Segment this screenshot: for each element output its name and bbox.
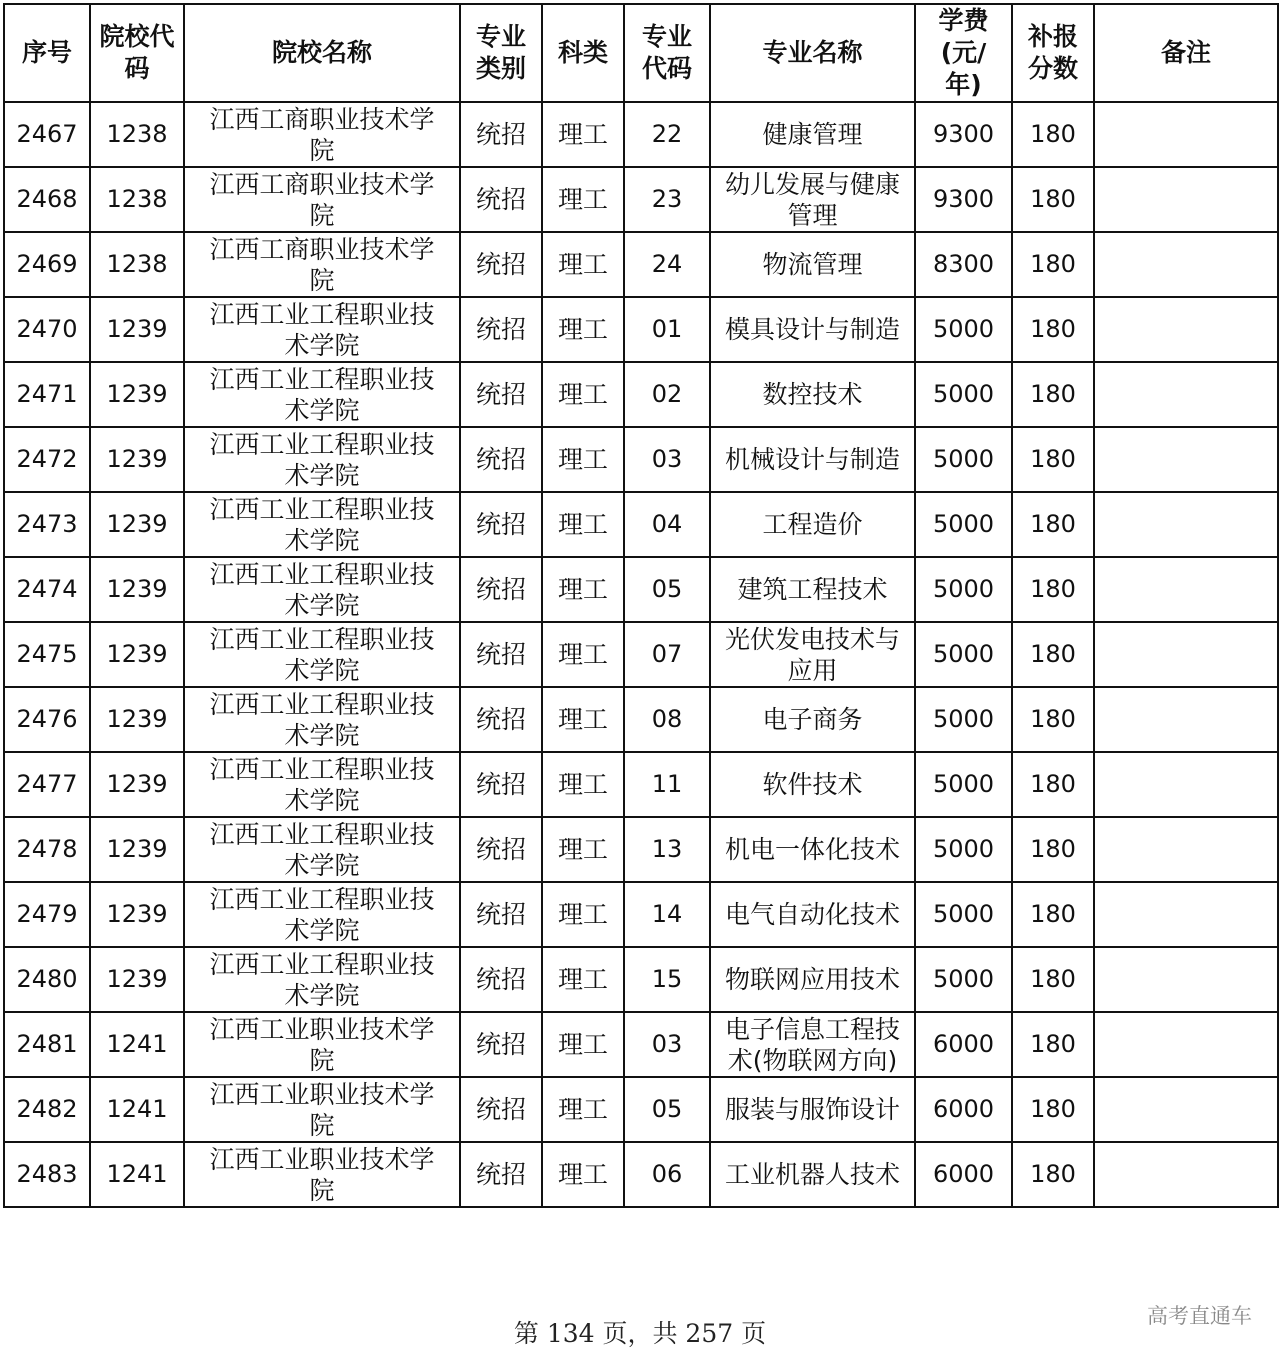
seq-cell: 2472 <box>4 427 90 492</box>
major-name-cell: 机电一体化技术 <box>710 817 915 882</box>
header-major-name: 专业名称 <box>710 4 915 102</box>
remarks-cell <box>1094 427 1278 492</box>
score-cell: 180 <box>1012 1077 1094 1142</box>
subject-cell: 理工 <box>542 362 624 427</box>
major-code-cell: 02 <box>624 362 710 427</box>
score-cell: 180 <box>1012 362 1094 427</box>
major-type-cell: 统招 <box>460 102 542 167</box>
remarks-cell <box>1094 102 1278 167</box>
table-row <box>4 297 1278 362</box>
remarks-cell <box>1094 1142 1278 1207</box>
tuition-cell: 5000 <box>915 752 1012 817</box>
school-code-cell: 1239 <box>90 947 184 1012</box>
school-name-cell: 江西工业工程职业技 术学院 <box>184 882 460 947</box>
tuition-cell: 5000 <box>915 622 1012 687</box>
school-code-cell: 1239 <box>90 882 184 947</box>
tuition-cell: 6000 <box>915 1142 1012 1207</box>
major-name-cell: 电气自动化技术 <box>710 882 915 947</box>
score-cell: 180 <box>1012 622 1094 687</box>
tuition-cell: 5000 <box>915 492 1012 557</box>
major-code-cell: 24 <box>624 232 710 297</box>
score-cell: 180 <box>1012 817 1094 882</box>
table-row <box>4 427 1278 492</box>
school-name-cell: 江西工业工程职业技 术学院 <box>184 947 460 1012</box>
header-school-name: 院校名称 <box>184 4 460 102</box>
major-name-cell: 数控技术 <box>710 362 915 427</box>
major-type-cell: 统招 <box>460 687 542 752</box>
major-name-cell: 物联网应用技术 <box>710 947 915 1012</box>
score-cell: 180 <box>1012 492 1094 557</box>
school-code-cell: 1239 <box>90 362 184 427</box>
table-row <box>4 492 1278 557</box>
school-name-cell: 江西工业工程职业技 术学院 <box>184 752 460 817</box>
table-row <box>4 167 1278 232</box>
school-name-cell: 江西工业职业技术学 院 <box>184 1077 460 1142</box>
major-name-cell: 电子信息工程技 术(物联网方向) <box>710 1012 915 1077</box>
remarks-cell <box>1094 882 1278 947</box>
major-code-cell: 08 <box>624 687 710 752</box>
school-code-cell: 1239 <box>90 297 184 362</box>
tuition-cell: 6000 <box>915 1012 1012 1077</box>
seq-cell: 2478 <box>4 817 90 882</box>
seq-cell: 2475 <box>4 622 90 687</box>
seq-cell: 2473 <box>4 492 90 557</box>
subject-cell: 理工 <box>542 1077 624 1142</box>
header-row <box>4 4 1278 102</box>
admissions-table <box>3 3 1279 1208</box>
subject-cell: 理工 <box>542 687 624 752</box>
major-type-cell: 统招 <box>460 752 542 817</box>
major-code-cell: 03 <box>624 427 710 492</box>
major-type-cell: 统招 <box>460 557 542 622</box>
remarks-cell <box>1094 297 1278 362</box>
table-row <box>4 232 1278 297</box>
tuition-cell: 5000 <box>915 947 1012 1012</box>
table-row <box>4 1142 1278 1207</box>
score-cell: 180 <box>1012 947 1094 1012</box>
header-major-code: 专业 代码 <box>624 4 710 102</box>
seq-cell: 2474 <box>4 557 90 622</box>
major-type-cell: 统招 <box>460 882 542 947</box>
subject-cell: 理工 <box>542 882 624 947</box>
school-code-cell: 1241 <box>90 1077 184 1142</box>
major-type-cell: 统招 <box>460 947 542 1012</box>
major-code-cell: 13 <box>624 817 710 882</box>
table-row <box>4 882 1278 947</box>
seq-cell: 2481 <box>4 1012 90 1077</box>
remarks-cell <box>1094 687 1278 752</box>
table-row <box>4 362 1278 427</box>
major-name-cell: 服装与服饰设计 <box>710 1077 915 1142</box>
seq-cell: 2470 <box>4 297 90 362</box>
seq-cell: 2483 <box>4 1142 90 1207</box>
header-tuition: 学费 (元/ 年) <box>915 4 1012 102</box>
tuition-cell: 5000 <box>915 362 1012 427</box>
header-seq: 序号 <box>4 4 90 102</box>
major-code-cell: 23 <box>624 167 710 232</box>
remarks-cell <box>1094 752 1278 817</box>
major-type-cell: 统招 <box>460 817 542 882</box>
school-code-cell: 1239 <box>90 817 184 882</box>
school-code-cell: 1241 <box>90 1012 184 1077</box>
major-name-cell: 健康管理 <box>710 102 915 167</box>
major-type-cell: 统招 <box>460 1142 542 1207</box>
seq-cell: 2468 <box>4 167 90 232</box>
score-cell: 180 <box>1012 297 1094 362</box>
remarks-cell <box>1094 1077 1278 1142</box>
major-type-cell: 统招 <box>460 1012 542 1077</box>
header-subject: 科类 <box>542 4 624 102</box>
major-type-cell: 统招 <box>460 232 542 297</box>
remarks-cell <box>1094 167 1278 232</box>
remarks-cell <box>1094 1012 1278 1077</box>
major-name-cell: 软件技术 <box>710 752 915 817</box>
tuition-cell: 5000 <box>915 817 1012 882</box>
table-row <box>4 947 1278 1012</box>
tuition-cell: 5000 <box>915 557 1012 622</box>
watermark: 高考直通车 <box>1147 1304 1252 1328</box>
major-name-cell: 幼儿发展与健康 管理 <box>710 167 915 232</box>
school-code-cell: 1239 <box>90 427 184 492</box>
tuition-cell: 5000 <box>915 297 1012 362</box>
seq-cell: 2467 <box>4 102 90 167</box>
school-code-cell: 1238 <box>90 232 184 297</box>
school-name-cell: 江西工业工程职业技 术学院 <box>184 687 460 752</box>
major-name-cell: 模具设计与制造 <box>710 297 915 362</box>
table-row <box>4 622 1278 687</box>
major-code-cell: 03 <box>624 1012 710 1077</box>
major-code-cell: 07 <box>624 622 710 687</box>
remarks-cell <box>1094 362 1278 427</box>
seq-cell: 2480 <box>4 947 90 1012</box>
major-code-cell: 01 <box>624 297 710 362</box>
subject-cell: 理工 <box>542 557 624 622</box>
major-code-cell: 14 <box>624 882 710 947</box>
score-cell: 180 <box>1012 882 1094 947</box>
subject-cell: 理工 <box>542 1142 624 1207</box>
score-cell: 180 <box>1012 557 1094 622</box>
major-name-cell: 物流管理 <box>710 232 915 297</box>
major-type-cell: 统招 <box>460 1077 542 1142</box>
header-score: 补报 分数 <box>1012 4 1094 102</box>
school-code-cell: 1238 <box>90 167 184 232</box>
tuition-cell: 8300 <box>915 232 1012 297</box>
page-number: 第 134 页，共 257 页 <box>513 1319 767 1348</box>
seq-cell: 2471 <box>4 362 90 427</box>
major-code-cell: 15 <box>624 947 710 1012</box>
header-major-type: 专业 类别 <box>460 4 542 102</box>
seq-cell: 2477 <box>4 752 90 817</box>
tuition-cell: 6000 <box>915 1077 1012 1142</box>
major-name-cell: 机械设计与制造 <box>710 427 915 492</box>
seq-cell: 2482 <box>4 1077 90 1142</box>
table-row <box>4 1012 1278 1077</box>
major-code-cell: 04 <box>624 492 710 557</box>
seq-cell: 2479 <box>4 882 90 947</box>
school-name-cell: 江西工业工程职业技 术学院 <box>184 492 460 557</box>
major-type-cell: 统招 <box>460 297 542 362</box>
remarks-cell <box>1094 232 1278 297</box>
major-code-cell: 22 <box>624 102 710 167</box>
table-row <box>4 817 1278 882</box>
subject-cell: 理工 <box>542 232 624 297</box>
score-cell: 180 <box>1012 1012 1094 1077</box>
score-cell: 180 <box>1012 102 1094 167</box>
table-row <box>4 102 1278 167</box>
subject-cell: 理工 <box>542 817 624 882</box>
school-code-cell: 1239 <box>90 687 184 752</box>
major-name-cell: 电子商务 <box>710 687 915 752</box>
major-name-cell: 建筑工程技术 <box>710 557 915 622</box>
school-name-cell: 江西工商职业技术学 院 <box>184 232 460 297</box>
subject-cell: 理工 <box>542 947 624 1012</box>
score-cell: 180 <box>1012 427 1094 492</box>
remarks-cell <box>1094 947 1278 1012</box>
subject-cell: 理工 <box>542 297 624 362</box>
school-code-cell: 1238 <box>90 102 184 167</box>
table-row <box>4 557 1278 622</box>
school-name-cell: 江西工业工程职业技 术学院 <box>184 362 460 427</box>
tuition-cell: 9300 <box>915 167 1012 232</box>
subject-cell: 理工 <box>542 1012 624 1077</box>
tuition-cell: 5000 <box>915 427 1012 492</box>
seq-cell: 2476 <box>4 687 90 752</box>
tuition-cell: 5000 <box>915 882 1012 947</box>
major-code-cell: 05 <box>624 557 710 622</box>
score-cell: 180 <box>1012 687 1094 752</box>
school-name-cell: 江西工商职业技术学 院 <box>184 167 460 232</box>
subject-cell: 理工 <box>542 622 624 687</box>
major-name-cell: 光伏发电技术与 应用 <box>710 622 915 687</box>
remarks-cell <box>1094 557 1278 622</box>
tuition-cell: 9300 <box>915 102 1012 167</box>
subject-cell: 理工 <box>542 427 624 492</box>
seq-cell: 2469 <box>4 232 90 297</box>
major-name-cell: 工程造价 <box>710 492 915 557</box>
major-type-cell: 统招 <box>460 362 542 427</box>
major-type-cell: 统招 <box>460 167 542 232</box>
major-type-cell: 统招 <box>460 492 542 557</box>
table-row <box>4 752 1278 817</box>
school-name-cell: 江西工业职业技术学 院 <box>184 1142 460 1207</box>
school-code-cell: 1239 <box>90 752 184 817</box>
score-cell: 180 <box>1012 1142 1094 1207</box>
score-cell: 180 <box>1012 752 1094 817</box>
major-code-cell: 05 <box>624 1077 710 1142</box>
remarks-cell <box>1094 492 1278 557</box>
score-cell: 180 <box>1012 167 1094 232</box>
school-code-cell: 1239 <box>90 622 184 687</box>
header-remarks: 备注 <box>1094 4 1278 102</box>
school-code-cell: 1239 <box>90 557 184 622</box>
school-code-cell: 1239 <box>90 492 184 557</box>
school-name-cell: 江西工业工程职业技 术学院 <box>184 427 460 492</box>
major-type-cell: 统招 <box>460 622 542 687</box>
subject-cell: 理工 <box>542 752 624 817</box>
table-row <box>4 1077 1278 1142</box>
remarks-cell <box>1094 817 1278 882</box>
major-type-cell: 统招 <box>460 427 542 492</box>
header-school-code: 院校代 码 <box>90 4 184 102</box>
school-name-cell: 江西工业工程职业技 术学院 <box>184 557 460 622</box>
school-name-cell: 江西工业工程职业技 术学院 <box>184 622 460 687</box>
school-name-cell: 江西工业工程职业技 术学院 <box>184 817 460 882</box>
school-code-cell: 1241 <box>90 1142 184 1207</box>
school-name-cell: 江西工业工程职业技 术学院 <box>184 297 460 362</box>
major-name-cell: 工业机器人技术 <box>710 1142 915 1207</box>
subject-cell: 理工 <box>542 102 624 167</box>
school-name-cell: 江西工商职业技术学 院 <box>184 102 460 167</box>
table-row <box>4 687 1278 752</box>
tuition-cell: 5000 <box>915 687 1012 752</box>
major-code-cell: 06 <box>624 1142 710 1207</box>
remarks-cell <box>1094 622 1278 687</box>
subject-cell: 理工 <box>542 167 624 232</box>
subject-cell: 理工 <box>542 492 624 557</box>
major-code-cell: 11 <box>624 752 710 817</box>
school-name-cell: 江西工业职业技术学 院 <box>184 1012 460 1077</box>
score-cell: 180 <box>1012 232 1094 297</box>
